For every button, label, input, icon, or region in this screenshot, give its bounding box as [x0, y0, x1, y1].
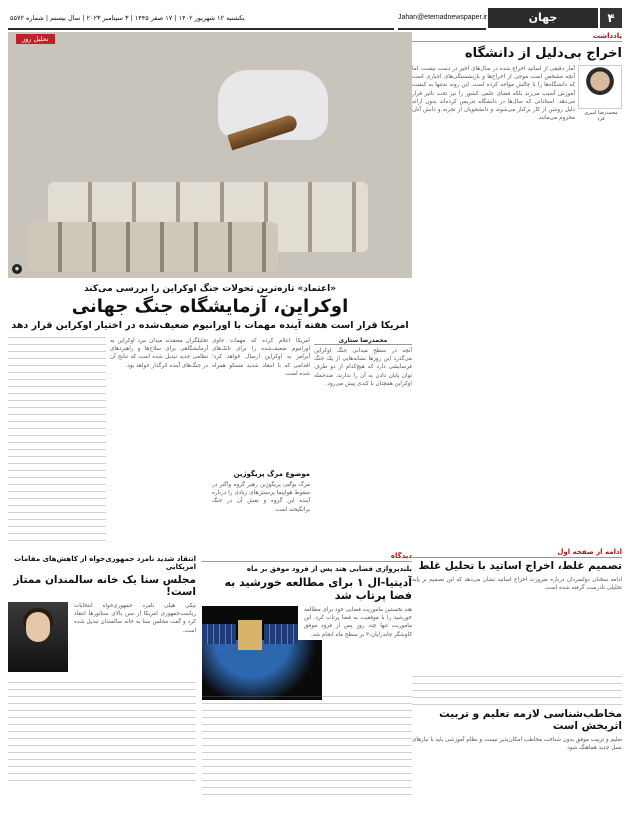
opinion-tag: یادداشت [592, 32, 622, 40]
india-space-article [202, 552, 412, 816]
bottom-left-kicker: انتقاد شدید نامزد جمهوری‌خواه از کاهش‌های مقامات امریکایی [14, 555, 196, 571]
right-bottom-text-2: تعلیم و تربیت موفق بدون شناخت مخاطب امکان‌پذیر نیست و نظام آموزشی باید با نیازهای نسل جدید هماهنگ شود. [412, 737, 622, 752]
photo-tag: تحلیل روز [16, 34, 55, 44]
camera-icon: ◉ [12, 264, 22, 274]
page-number: ۴ [600, 8, 622, 28]
continued-tag: ادامه از صفحه اول [557, 548, 622, 556]
article-col-3 [110, 337, 208, 547]
ammunition-photo [8, 32, 412, 278]
main-article [8, 32, 412, 552]
satellite-image [202, 606, 298, 670]
right-bottom-text-1: ادامه سخنان دولتمردان درباره ضرورت اخراج اساتید نشان می‌دهد که این تصمیم بر پایه تحلیلی نادرست گرفته شده است. [412, 577, 622, 592]
earth [202, 640, 322, 700]
right-bottom-headline-2: مخاطب‌شناسی لازمه تعلیم و تربیت اثربخش است [439, 708, 622, 732]
text-lines [412, 676, 622, 706]
shell-rows-2 [28, 222, 278, 272]
opinion-body: آمار دقیقی از اساتید اخراج شده در سال‌های اخیر در دست نیست، اما آنچه مشخص است موجی از اخراج‌ها و بازنشستگی‌های اجباری است که دانشگاه‌ها را با چالش مواجه کرده است. این روند نه‌تنها به کیفیت آموزش آسیب می‌زند بلکه فضای علمی کشور را نیز تحت تاثیر قرار می‌دهد. استادانی که سال‌ها در دانشگاه تدریس کرده‌اند بدون ارائه دلیل روشن از کار برکنار می‌شوند و دانشجویان از تجربه و دانش آنان محروم می‌مانند. [412, 66, 575, 122]
solar-panel [264, 624, 298, 644]
byline: محمدرضا ستاری [314, 337, 412, 345]
nikki-haley-photo [8, 602, 68, 672]
opinion-headline: اخراج بی‌دلیل از دانشگاه [464, 46, 622, 61]
bottom-mid-text: هند نخستین ماموریت فضایی خود برای مطالعه خورشید را با موفقیت به فضا پرتاب کرد. این ماموریت تنها چند روز پس از فرود موفق کاوشگر چاندرایان-۳ بر سطح ماه انجام شد. [304, 607, 412, 638]
article-text-3: تحلیلگران معتقدند میدان نبرد اوکراین به آزمایشگاهی برای سلاح‌ها و راهبردهای نظامی جدید تبدیل شده است که نتایج آن در جنگ‌های آینده اثرگذار خواهد بود. [110, 338, 208, 369]
article-col-1 [314, 337, 412, 547]
text-lines [8, 682, 196, 782]
page-header [8, 8, 622, 28]
bottom-mid-headline: آدیتیا-ال ۱ برای مطالعه خورشید به فضا پرتاب شد [224, 576, 412, 602]
main-kicker: «اعتماد» تازه‌ترین تحولات جنگ اوکراین را بررسی می‌کند [83, 284, 337, 294]
article-col-4 [8, 337, 106, 547]
main-subhead: امریکا قرار است هفته آینده مهمات با اورانیوم ضعیف‌شده در اختیار اوکراین قرار دهد [11, 320, 409, 331]
author-name: محمدرضا امیری‌ فرد [584, 110, 618, 122]
article-text-1: آنچه در سطح میدانی جنگ اوکراین می‌گذرد این روزها نشانه‌هایی از یک جنگ فرسایشی دارد که هیچ‌کدام از دو طرف توان پایان دادن به آن را ندارند. ضدحمله اوکراین همچنان با کندی پیش می‌رود. [314, 348, 412, 387]
section-email[interactable]: Jahan@etemadnewspaper.ir [398, 8, 486, 30]
divider [412, 41, 622, 42]
article-text-2: امریکا اعلام کرده که مهمات حاوی اورانیوم ضعیف‌شده را برای تانک‌های آبرامز به اوکراین ارسال خواهد کرد؛ اقدامی که با انتقاد شدید مسکو همراه شده است. [212, 338, 310, 377]
senate-article [8, 552, 196, 816]
bottom-left-text: نیکی هیلی نامزد جمهوری‌خواه انتخابات ریاست‌جمهوری امریکا از سن بالای سناتورها انتقاد کرد و گفت مجلس سنا به خانه سالمندان تبدیل شده است. [74, 603, 196, 634]
text-lines [8, 337, 106, 547]
right-bottom-headline-1: تصمیم غلط، اخراج اساتید با تحلیل غلط [418, 560, 622, 572]
solar-panel [202, 624, 236, 644]
satellite-body [238, 620, 262, 650]
bottom-left-headline: مجلس سنا یک خانه سالمندان ممتاز است! [13, 574, 196, 598]
opinion-column [412, 32, 622, 452]
main-headline: اوکراین، آزمایشگاه جنگ جهانی [71, 296, 349, 317]
divider [202, 561, 412, 562]
text-lines [202, 696, 412, 796]
face [26, 612, 50, 642]
divider [412, 557, 622, 558]
article-text-4: مرگ یوگنی پریگوژین رهبر گروه واگنر در سقوط هواپیما پرسش‌های زیادی را درباره آینده این گروه و نقش آن در جنگ برانگیخته است. [212, 482, 310, 513]
article-col-2 [212, 337, 310, 551]
article-columns [8, 337, 412, 557]
author-box [580, 65, 622, 122]
date-line: یکشنبه ۱۲ شهریور ۱۴۰۲ | ۱۷ صفر ۱۴۴۵ | ۳ سپتامبر ۲۰۲۳ | سال بیستم | شماره ۵۵۷۲ [8, 8, 394, 30]
article-subheading: موضوع مرگ پریگوژین [233, 470, 310, 478]
section-title: جهان [488, 8, 598, 28]
bottom-mid-subhead: بلندپروازی فضایی هند پس از فرود موفق بر ماه [246, 565, 412, 573]
bottom-mid-tag: دیدگاه [390, 552, 412, 560]
author-photo [578, 65, 622, 109]
right-bottom-column [412, 548, 622, 816]
